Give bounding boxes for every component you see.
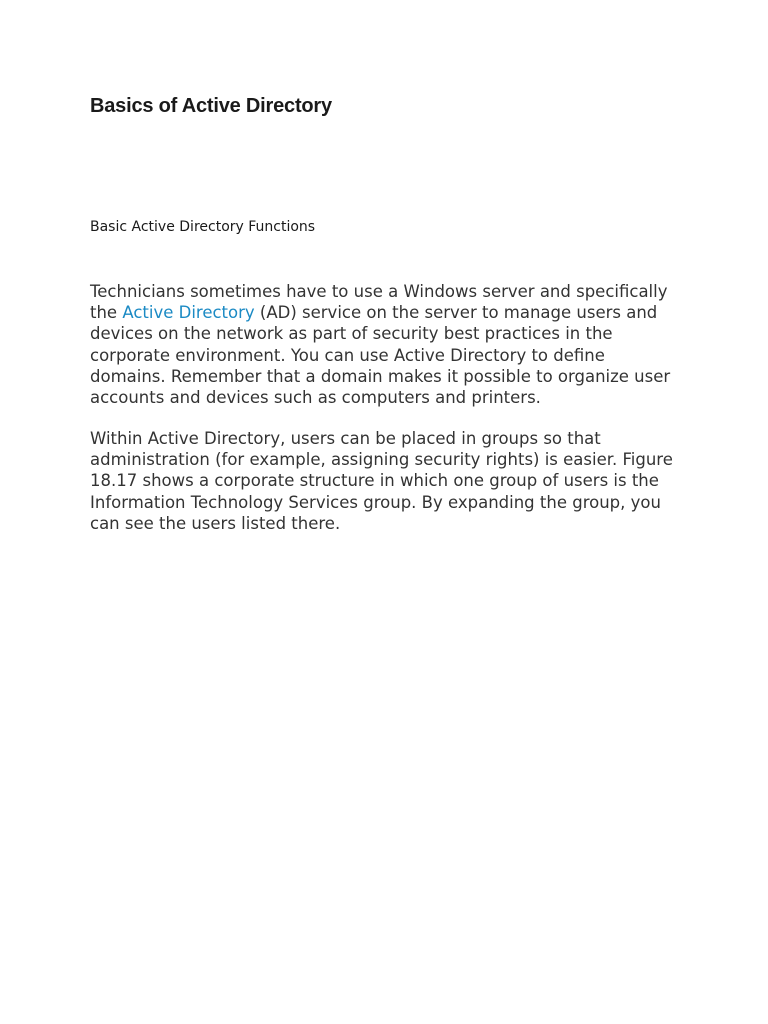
active-directory-link[interactable]: Active Directory: [122, 303, 255, 323]
paragraph-1-text-after-link: (AD) service on the server to manage users and devices on the network as part of security best practices in the corporate environment. You can use Active Directory to define domains. Remember that a domain makes it possible to organize user accounts and devices such as computers and printers.: [90, 303, 671, 408]
section-heading: Basic Active Directory Functions: [90, 219, 316, 235]
body-paragraph-2: Within Active Directory, users can be placed in groups so that administration (for example, assigning security rights) is easier. Figure 18.17 shows a corporate structure in which one group of users is the Information Technology Services group. By expanding the group, you can see the users listed there.: [90, 429, 673, 533]
page-title: Basics of Active Directory: [90, 95, 332, 117]
body-paragraph-1: [90, 281, 680, 408]
paragraph-1-text-before-link: Technicians sometimes have to use a Windows server and specifically the: [90, 282, 668, 323]
